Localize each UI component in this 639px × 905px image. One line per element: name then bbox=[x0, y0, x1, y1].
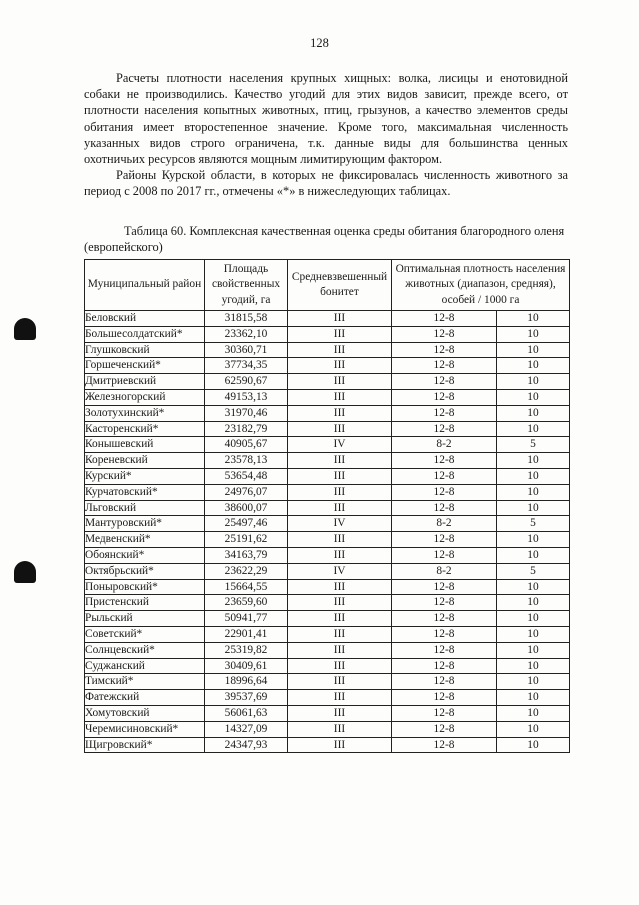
cell-density-range: 12-8 bbox=[392, 311, 497, 327]
cell-area: 23622,29 bbox=[205, 563, 288, 579]
header-district: Муниципальный район bbox=[85, 260, 205, 311]
table-row bbox=[85, 721, 570, 737]
cell-bonitet: III bbox=[288, 737, 392, 753]
cell-density-average: 10 bbox=[497, 484, 570, 500]
cell-density-range: 12-8 bbox=[392, 468, 497, 484]
table-caption-line: Таблица 60. Комплексная качественная оценка среды обитания благородного оленя bbox=[124, 224, 565, 238]
table-caption bbox=[84, 224, 574, 255]
cell-density-average: 10 bbox=[497, 611, 570, 627]
table-row bbox=[85, 642, 570, 658]
cell-density-range: 12-8 bbox=[392, 579, 497, 595]
cell-bonitet: III bbox=[288, 705, 392, 721]
table-header-row bbox=[85, 260, 570, 311]
cell-district: Медвенский* bbox=[85, 532, 205, 548]
cell-area: 24976,07 bbox=[205, 484, 288, 500]
cell-district: Рыльский bbox=[85, 611, 205, 627]
cell-district: Хомутовский bbox=[85, 705, 205, 721]
cell-bonitet: III bbox=[288, 532, 392, 548]
cell-density-average: 10 bbox=[497, 326, 570, 342]
cell-bonitet: III bbox=[288, 484, 392, 500]
cell-density-range: 12-8 bbox=[392, 674, 497, 690]
cell-bonitet: III bbox=[288, 342, 392, 358]
cell-area: 38600,07 bbox=[205, 500, 288, 516]
cell-density-range: 12-8 bbox=[392, 642, 497, 658]
cell-district: Беловский bbox=[85, 311, 205, 327]
cell-density-range: 12-8 bbox=[392, 484, 497, 500]
cell-area: 24347,93 bbox=[205, 737, 288, 753]
cell-bonitet: III bbox=[288, 721, 392, 737]
table-row bbox=[85, 674, 570, 690]
cell-bonitet: III bbox=[288, 311, 392, 327]
cell-district: Обоянский* bbox=[85, 547, 205, 563]
binder-hole-mark bbox=[14, 318, 36, 340]
table-row bbox=[85, 484, 570, 500]
cell-density-range: 8-2 bbox=[392, 437, 497, 453]
cell-density-range: 12-8 bbox=[392, 737, 497, 753]
cell-bonitet: IV bbox=[288, 437, 392, 453]
cell-density-range: 12-8 bbox=[392, 326, 497, 342]
table-row bbox=[85, 342, 570, 358]
table-body bbox=[85, 311, 570, 753]
paragraph: Расчеты плотности населения крупных хищных: волка, лисицы и енотовидной собаки не производились. Качество угодий для этих видов зависит, прежде всего, от плотности населения копытных животных, птиц, грызунов, а качество элементов среды обитания имеет второстепенное значение. Кроме того, максимальная численность указанных видов строго ограничена, т.к. данные виды для большинства ценных охотничьих ресурсов являются мощным лимитирующим фактором. bbox=[84, 71, 568, 167]
binder-hole-mark bbox=[14, 561, 36, 583]
table-row bbox=[85, 437, 570, 453]
cell-density-range: 12-8 bbox=[392, 705, 497, 721]
cell-density-range: 8-2 bbox=[392, 516, 497, 532]
table-row bbox=[85, 547, 570, 563]
cell-density-range: 12-8 bbox=[392, 626, 497, 642]
habitat-quality-table bbox=[84, 259, 570, 753]
cell-area: 62590,67 bbox=[205, 374, 288, 390]
cell-density-range: 12-8 bbox=[392, 532, 497, 548]
cell-area: 25319,82 bbox=[205, 642, 288, 658]
cell-density-average: 10 bbox=[497, 421, 570, 437]
cell-area: 23659,60 bbox=[205, 595, 288, 611]
cell-bonitet: III bbox=[288, 547, 392, 563]
cell-district: Суджанский bbox=[85, 658, 205, 674]
cell-density-average: 10 bbox=[497, 626, 570, 642]
table-row bbox=[85, 374, 570, 390]
cell-district: Золотухинский* bbox=[85, 405, 205, 421]
cell-density-average: 5 bbox=[497, 516, 570, 532]
cell-district: Глушковский bbox=[85, 342, 205, 358]
cell-bonitet: III bbox=[288, 421, 392, 437]
table-row bbox=[85, 389, 570, 405]
body-text bbox=[84, 70, 568, 200]
cell-district: Тимский* bbox=[85, 674, 205, 690]
cell-district: Кореневский bbox=[85, 453, 205, 469]
cell-density-average: 10 bbox=[497, 547, 570, 563]
cell-bonitet: III bbox=[288, 453, 392, 469]
cell-district: Касторенский* bbox=[85, 421, 205, 437]
cell-area: 18996,64 bbox=[205, 674, 288, 690]
cell-district: Солнцевский* bbox=[85, 642, 205, 658]
cell-district: Щигровский* bbox=[85, 737, 205, 753]
cell-density-average: 10 bbox=[497, 358, 570, 374]
table-row bbox=[85, 453, 570, 469]
cell-area: 30409,61 bbox=[205, 658, 288, 674]
cell-district: Мантуровский* bbox=[85, 516, 205, 532]
cell-bonitet: III bbox=[288, 326, 392, 342]
cell-bonitet: III bbox=[288, 579, 392, 595]
cell-density-average: 10 bbox=[497, 674, 570, 690]
cell-density-average: 10 bbox=[497, 342, 570, 358]
cell-density-average: 10 bbox=[497, 311, 570, 327]
table-row bbox=[85, 611, 570, 627]
table-row bbox=[85, 311, 570, 327]
cell-district: Большесолдатский* bbox=[85, 326, 205, 342]
cell-bonitet: III bbox=[288, 626, 392, 642]
paragraph: Районы Курской области, в которых не фиксировалась численность животного за период с 2008 по 2017 гг., отмечены «*» в нижеследующих таблицах. bbox=[84, 168, 568, 199]
cell-bonitet: III bbox=[288, 358, 392, 374]
cell-area: 31970,46 bbox=[205, 405, 288, 421]
cell-area: 14327,09 bbox=[205, 721, 288, 737]
cell-district: Советский* bbox=[85, 626, 205, 642]
cell-density-range: 12-8 bbox=[392, 721, 497, 737]
cell-bonitet: III bbox=[288, 500, 392, 516]
cell-density-average: 10 bbox=[497, 453, 570, 469]
cell-district: Октябрьский* bbox=[85, 563, 205, 579]
cell-area: 31815,58 bbox=[205, 311, 288, 327]
cell-district: Курский* bbox=[85, 468, 205, 484]
cell-district: Конышевский bbox=[85, 437, 205, 453]
cell-density-average: 10 bbox=[497, 405, 570, 421]
cell-area: 25497,46 bbox=[205, 516, 288, 532]
cell-area: 22901,41 bbox=[205, 626, 288, 642]
table-row bbox=[85, 737, 570, 753]
cell-bonitet: IV bbox=[288, 516, 392, 532]
cell-district: Фатежский bbox=[85, 690, 205, 706]
cell-district: Горшеченский* bbox=[85, 358, 205, 374]
cell-density-average: 10 bbox=[497, 595, 570, 611]
table-row bbox=[85, 705, 570, 721]
cell-area: 23362,10 bbox=[205, 326, 288, 342]
table-row bbox=[85, 326, 570, 342]
table-row bbox=[85, 405, 570, 421]
cell-density-range: 12-8 bbox=[392, 421, 497, 437]
cell-bonitet: III bbox=[288, 405, 392, 421]
cell-area: 39537,69 bbox=[205, 690, 288, 706]
cell-area: 23182,79 bbox=[205, 421, 288, 437]
cell-area: 40905,67 bbox=[205, 437, 288, 453]
cell-density-range: 12-8 bbox=[392, 389, 497, 405]
cell-area: 50941,77 bbox=[205, 611, 288, 627]
cell-density-average: 10 bbox=[497, 500, 570, 516]
cell-density-range: 12-8 bbox=[392, 358, 497, 374]
cell-density-average: 5 bbox=[497, 437, 570, 453]
cell-district: Поныровский* bbox=[85, 579, 205, 595]
cell-density-average: 10 bbox=[497, 389, 570, 405]
cell-density-range: 12-8 bbox=[392, 547, 497, 563]
cell-district: Черемисиновский* bbox=[85, 721, 205, 737]
table-row bbox=[85, 500, 570, 516]
header-optimal-density: Оптимальная плотность населения животных (диапазон, средняя), особей / 1000 га bbox=[392, 260, 570, 311]
cell-bonitet: III bbox=[288, 374, 392, 390]
cell-bonitet: III bbox=[288, 389, 392, 405]
table-row bbox=[85, 421, 570, 437]
cell-density-average: 10 bbox=[497, 690, 570, 706]
cell-density-range: 12-8 bbox=[392, 658, 497, 674]
cell-district: Льговский bbox=[85, 500, 205, 516]
cell-density-average: 10 bbox=[497, 374, 570, 390]
cell-bonitet: III bbox=[288, 690, 392, 706]
cell-district: Курчатовский* bbox=[85, 484, 205, 500]
cell-density-range: 12-8 bbox=[392, 611, 497, 627]
page-number: 128 bbox=[310, 36, 329, 50]
table-row bbox=[85, 658, 570, 674]
table-row bbox=[85, 579, 570, 595]
cell-density-average: 10 bbox=[497, 532, 570, 548]
cell-density-range: 12-8 bbox=[392, 500, 497, 516]
cell-area: 30360,71 bbox=[205, 342, 288, 358]
cell-area: 15664,55 bbox=[205, 579, 288, 595]
cell-density-average: 10 bbox=[497, 658, 570, 674]
header-bonitet: Средневзвешенный бонитет bbox=[288, 260, 392, 311]
cell-density-range: 12-8 bbox=[392, 690, 497, 706]
cell-area: 53654,48 bbox=[205, 468, 288, 484]
cell-area: 23578,13 bbox=[205, 453, 288, 469]
cell-density-range: 12-8 bbox=[392, 342, 497, 358]
cell-district: Железногорский bbox=[85, 389, 205, 405]
cell-density-average: 10 bbox=[497, 737, 570, 753]
cell-density-average: 5 bbox=[497, 563, 570, 579]
table-row bbox=[85, 532, 570, 548]
cell-density-range: 12-8 bbox=[392, 374, 497, 390]
cell-density-average: 10 bbox=[497, 468, 570, 484]
cell-density-range: 8-2 bbox=[392, 563, 497, 579]
table-row bbox=[85, 358, 570, 374]
cell-district: Дмитриевский bbox=[85, 374, 205, 390]
cell-area: 56061,63 bbox=[205, 705, 288, 721]
cell-density-average: 10 bbox=[497, 705, 570, 721]
cell-density-range: 12-8 bbox=[392, 453, 497, 469]
cell-area: 37734,35 bbox=[205, 358, 288, 374]
cell-district: Пристенский bbox=[85, 595, 205, 611]
cell-bonitet: III bbox=[288, 658, 392, 674]
table-row bbox=[85, 690, 570, 706]
table-row bbox=[85, 563, 570, 579]
cell-density-range: 12-8 bbox=[392, 405, 497, 421]
table-row bbox=[85, 626, 570, 642]
cell-bonitet: III bbox=[288, 642, 392, 658]
table-row bbox=[85, 468, 570, 484]
header-area: Площадь свойственных угодий, га bbox=[205, 260, 288, 311]
cell-bonitet: III bbox=[288, 595, 392, 611]
cell-bonitet: III bbox=[288, 611, 392, 627]
table-row bbox=[85, 516, 570, 532]
table-caption-line: (европейского) bbox=[84, 239, 163, 254]
cell-density-average: 10 bbox=[497, 721, 570, 737]
cell-bonitet: IV bbox=[288, 563, 392, 579]
cell-area: 34163,79 bbox=[205, 547, 288, 563]
cell-area: 49153,13 bbox=[205, 389, 288, 405]
cell-density-average: 10 bbox=[497, 642, 570, 658]
cell-bonitet: III bbox=[288, 468, 392, 484]
cell-area: 25191,62 bbox=[205, 532, 288, 548]
cell-bonitet: III bbox=[288, 674, 392, 690]
table-row bbox=[85, 595, 570, 611]
cell-density-average: 10 bbox=[497, 579, 570, 595]
cell-density-range: 12-8 bbox=[392, 595, 497, 611]
